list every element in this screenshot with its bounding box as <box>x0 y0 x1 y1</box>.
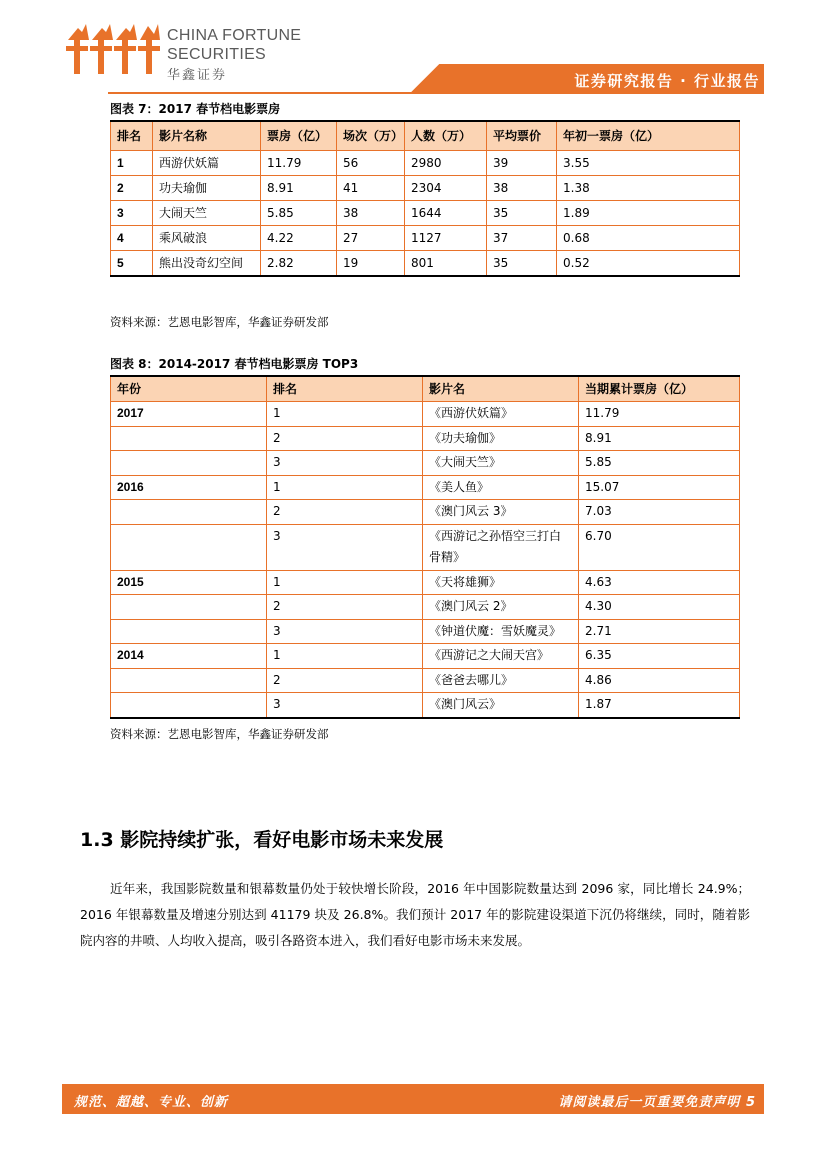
cell <box>111 500 267 525</box>
cell: 35 <box>487 251 557 277</box>
cell: 3.55 <box>557 151 740 176</box>
cell: 1.89 <box>557 201 740 226</box>
table-row <box>111 201 740 226</box>
table-row <box>111 570 740 595</box>
table-row <box>111 251 740 277</box>
cell: 《天将雄狮》 <box>423 570 579 595</box>
col-header: 场次（万） <box>337 121 405 151</box>
cell: 4.30 <box>579 595 740 620</box>
company-name-en <box>167 26 301 64</box>
cell: 乘风破浪 <box>153 226 261 251</box>
cell: 11.79 <box>579 402 740 427</box>
table-row <box>111 595 740 620</box>
company-logo-icon <box>62 18 162 78</box>
cell: 功夫瑜伽 <box>153 176 261 201</box>
cell <box>111 426 267 451</box>
cell <box>111 595 267 620</box>
section-title: 1.3 影院持续扩张，看好电影市场未来发展 <box>80 829 444 851</box>
table-row <box>111 500 740 525</box>
cell: 56 <box>337 151 405 176</box>
cell: 1 <box>267 402 423 427</box>
cell: 3 <box>267 619 423 644</box>
table-row <box>111 693 740 718</box>
cell <box>111 619 267 644</box>
cell: 2.71 <box>579 619 740 644</box>
table-row <box>111 668 740 693</box>
col-header: 当期累计票房（亿） <box>579 376 740 402</box>
company-name-en-line1: CHINA FORTUNE <box>167 27 302 44</box>
table-row <box>111 475 740 500</box>
table2-source: 资料来源：艺恩电影智库，华鑫证券研发部 <box>110 727 329 741</box>
table1-caption: 图表 7：2017 春节档电影票房 <box>110 102 281 116</box>
col-header: 排名 <box>267 376 423 402</box>
cell: 2 <box>267 426 423 451</box>
cell: 大闹天竺 <box>153 201 261 226</box>
year-cell: 2014 <box>111 644 267 669</box>
cell: 8.91 <box>261 176 337 201</box>
cell: 3 <box>267 451 423 476</box>
cell: 1 <box>267 475 423 500</box>
table-row <box>111 176 740 201</box>
table-row <box>111 426 740 451</box>
cell: 《澳门风云 2》 <box>423 595 579 620</box>
cell: 6.35 <box>579 644 740 669</box>
cell: 0.52 <box>557 251 740 277</box>
header-rule <box>108 92 764 94</box>
cell: 4.86 <box>579 668 740 693</box>
table-header-row <box>111 376 740 402</box>
table-header-row <box>111 121 740 151</box>
cell: 8.91 <box>579 426 740 451</box>
year-cell: 2015 <box>111 570 267 595</box>
table-row <box>111 619 740 644</box>
cell: 39 <box>487 151 557 176</box>
cell: 1644 <box>405 201 487 226</box>
cell: 37 <box>487 226 557 251</box>
cell: 《钟道伏魔：雪妖魔灵》 <box>423 619 579 644</box>
cell: 2 <box>267 500 423 525</box>
cell: 6.70 <box>579 524 740 570</box>
cell: 《爸爸去哪儿》 <box>423 668 579 693</box>
table-row <box>111 402 740 427</box>
cell: 《西游伏妖篇》 <box>423 402 579 427</box>
section-paragraph: 近年来，我国影院数量和银幕数量仍处于较快增长阶段，2016 年中国影院数量达到 2096 家，同比增长 24.9%；2016 年银幕数量及增速分别达到 41179 块及 26.8%。我们预计 2017 年的影院建设渠道下沉仍将继续，同时，随着影院内容的井喷、人均收入提高，吸引各路资本进入，我们看好电影市场未来发展。 <box>80 881 750 948</box>
cell: 38 <box>337 201 405 226</box>
cell: 3 <box>111 201 153 226</box>
cell: 《澳门风云 3》 <box>423 500 579 525</box>
cell: 4.22 <box>261 226 337 251</box>
cell: 0.68 <box>557 226 740 251</box>
report-type-title: 证券研究报告 · 行业报告 <box>574 72 760 90</box>
table-row <box>111 451 740 476</box>
cell: 27 <box>337 226 405 251</box>
cell <box>111 451 267 476</box>
cell: 11.79 <box>261 151 337 176</box>
cell: 2980 <box>405 151 487 176</box>
cell: 1127 <box>405 226 487 251</box>
footer-disclaimer: 请阅读最后一页重要免责声明 5 <box>558 1095 756 1110</box>
cell: 2304 <box>405 176 487 201</box>
col-header: 影片名 <box>423 376 579 402</box>
footer-motto: 规范、超越、专业、创新 <box>74 1095 229 1110</box>
table-row <box>111 226 740 251</box>
cell: 1.87 <box>579 693 740 718</box>
table-row <box>111 644 740 669</box>
cell: 1.38 <box>557 176 740 201</box>
cell: 5.85 <box>579 451 740 476</box>
cell: 西游伏妖篇 <box>153 151 261 176</box>
cell: 4 <box>111 226 153 251</box>
cell: 7.03 <box>579 500 740 525</box>
cell: 《澳门风云》 <box>423 693 579 718</box>
cell: 1 <box>267 570 423 595</box>
cell: 15.07 <box>579 475 740 500</box>
table2-caption: 图表 8：2014-2017 春节档电影票房 TOP3 <box>110 357 359 371</box>
cell: 4.63 <box>579 570 740 595</box>
box-office-2017-table <box>110 120 740 277</box>
cell <box>111 668 267 693</box>
cell: 《西游记之大闹天宫》 <box>423 644 579 669</box>
cell: 2 <box>267 595 423 620</box>
cell: 《西游记之孙悟空三打白骨精》 <box>423 524 579 570</box>
col-header: 年初一票房（亿） <box>557 121 740 151</box>
cell: 1 <box>111 151 153 176</box>
company-name-cn: 华鑫证券 <box>167 68 228 83</box>
cell: 19 <box>337 251 405 277</box>
cell: 2 <box>111 176 153 201</box>
year-cell: 2016 <box>111 475 267 500</box>
year-cell: 2017 <box>111 402 267 427</box>
cell <box>111 524 267 570</box>
cell: 801 <box>405 251 487 277</box>
table-row <box>111 151 740 176</box>
cell: 1 <box>267 644 423 669</box>
cell: 《美人鱼》 <box>423 475 579 500</box>
cell: 35 <box>487 201 557 226</box>
col-header: 票房（亿） <box>261 121 337 151</box>
col-header: 年份 <box>111 376 267 402</box>
cell: 5.85 <box>261 201 337 226</box>
cell: 3 <box>267 524 423 570</box>
box-office-top3-table <box>110 375 740 719</box>
cell: 41 <box>337 176 405 201</box>
cell <box>111 693 267 718</box>
col-header: 排名 <box>111 121 153 151</box>
cell: 3 <box>267 693 423 718</box>
company-name-en-line2: SECURITIES <box>167 46 267 63</box>
col-header: 影片名称 <box>153 121 261 151</box>
cell: 《功夫瑜伽》 <box>423 426 579 451</box>
col-header: 平均票价 <box>487 121 557 151</box>
cell: 2 <box>267 668 423 693</box>
cell: 熊出没奇幻空间 <box>153 251 261 277</box>
table-row <box>111 524 740 570</box>
col-header: 人数（万） <box>405 121 487 151</box>
cell: 《大闹天竺》 <box>423 451 579 476</box>
cell: 38 <box>487 176 557 201</box>
cell: 5 <box>111 251 153 277</box>
cell: 2.82 <box>261 251 337 277</box>
table1-source: 资料来源：艺恩电影智库，华鑫证券研发部 <box>110 315 329 329</box>
